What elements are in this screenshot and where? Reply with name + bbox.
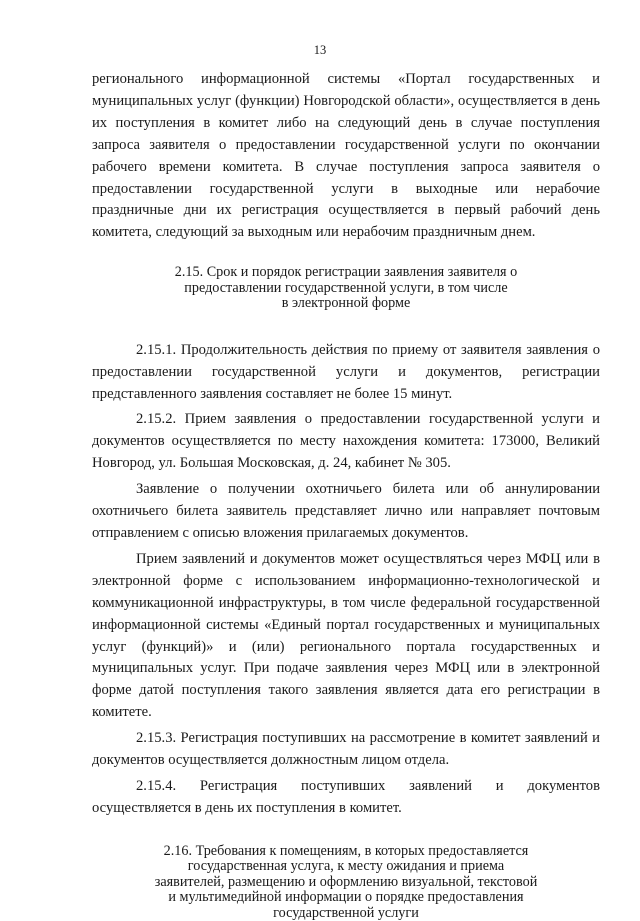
paragraph-mfc-electronic: Прием заявлений и документов может осуществляться через МФЦ или в электронной форме с использованием информационно-технологической и коммуникационной инфраструктуры, в том числе федеральной государственной информационной системы «Единый портал государственных и муниципальных услуг (функций)» и (или) регионального портала государственных и муниципальных услуг. При подаче заявления через МФЦ или в электронной форме датой поступления такого заявления является дата его регистрации в комитете. bbox=[92, 550, 600, 721]
heading-line: предоставлении государственной услуги, в том числе bbox=[184, 279, 508, 296]
paragraph-hunting-license: Заявление о получении охотничьего билета или об аннулировании охотничьего билета заявитель представляет лично или направляет почтовым отправлением с описью вложения прилагаемых документов. bbox=[92, 481, 600, 541]
page-number: 13 bbox=[313, 43, 327, 57]
heading-line: государственной услуги bbox=[273, 904, 419, 921]
paragraph-2-15-1: 2.15.1. Продолжительность действия по приему от заявителя заявления о предоставлении государственной услуги и документов, регистрации представленного заявления составляет не более 15 минут. bbox=[92, 341, 600, 402]
paragraph-2-15-3: 2.15.3. Регистрация поступивших на рассмотрение в комитет заявлений и документов осуществляется должностным лицом отдела. bbox=[92, 730, 600, 769]
paragraph-2-15-2: 2.15.2. Прием заявления о предоставлении государственной услуги и документов осуществляется по месту нахождения комитета: 173000, Великий Новгород, ул. Большая Московская, д. 24, кабинет № 305. bbox=[92, 411, 600, 472]
heading-line: 2.15. Срок и порядок регистрации заявления заявителя о bbox=[174, 264, 518, 281]
heading-line: 2.16. Требования к помещениям, в которых предоставляется bbox=[163, 842, 529, 859]
paragraph-2-15-4: 2.15.4. Регистрация поступивших заявлений и документов осуществляется в день их поступления в комитет. bbox=[92, 777, 600, 816]
heading-line: государственная услуга, к месту ожидания и приема bbox=[187, 858, 505, 875]
heading-line: заявителей, размещению и оформлению визуальной, текстовой bbox=[154, 873, 538, 890]
section-heading-2-16 bbox=[92, 844, 600, 921]
page-content bbox=[92, 69, 600, 921]
heading-line: в электронной форме bbox=[281, 295, 411, 312]
heading-line: и мультимедийной информации о порядке предоставления bbox=[168, 889, 524, 906]
section-heading-2-15 bbox=[92, 265, 600, 312]
paragraph-continuation: регионального информационной системы «Портал государственных и муниципальных услуг (функции) Новгородской области», осуществляется в день их поступления в комитет либо на следующий день в случае поступления запроса заявителя о предоставлении государственной услуги по окончании рабочего времени комитета. В случае поступления запроса заявителя о предоставлении государственной услуги в выходные или нерабочие праздничные дни их регистрация осуществляется в первый рабочий день комитета, следующий за выходным или нерабочим праздничным днем. bbox=[92, 71, 600, 241]
